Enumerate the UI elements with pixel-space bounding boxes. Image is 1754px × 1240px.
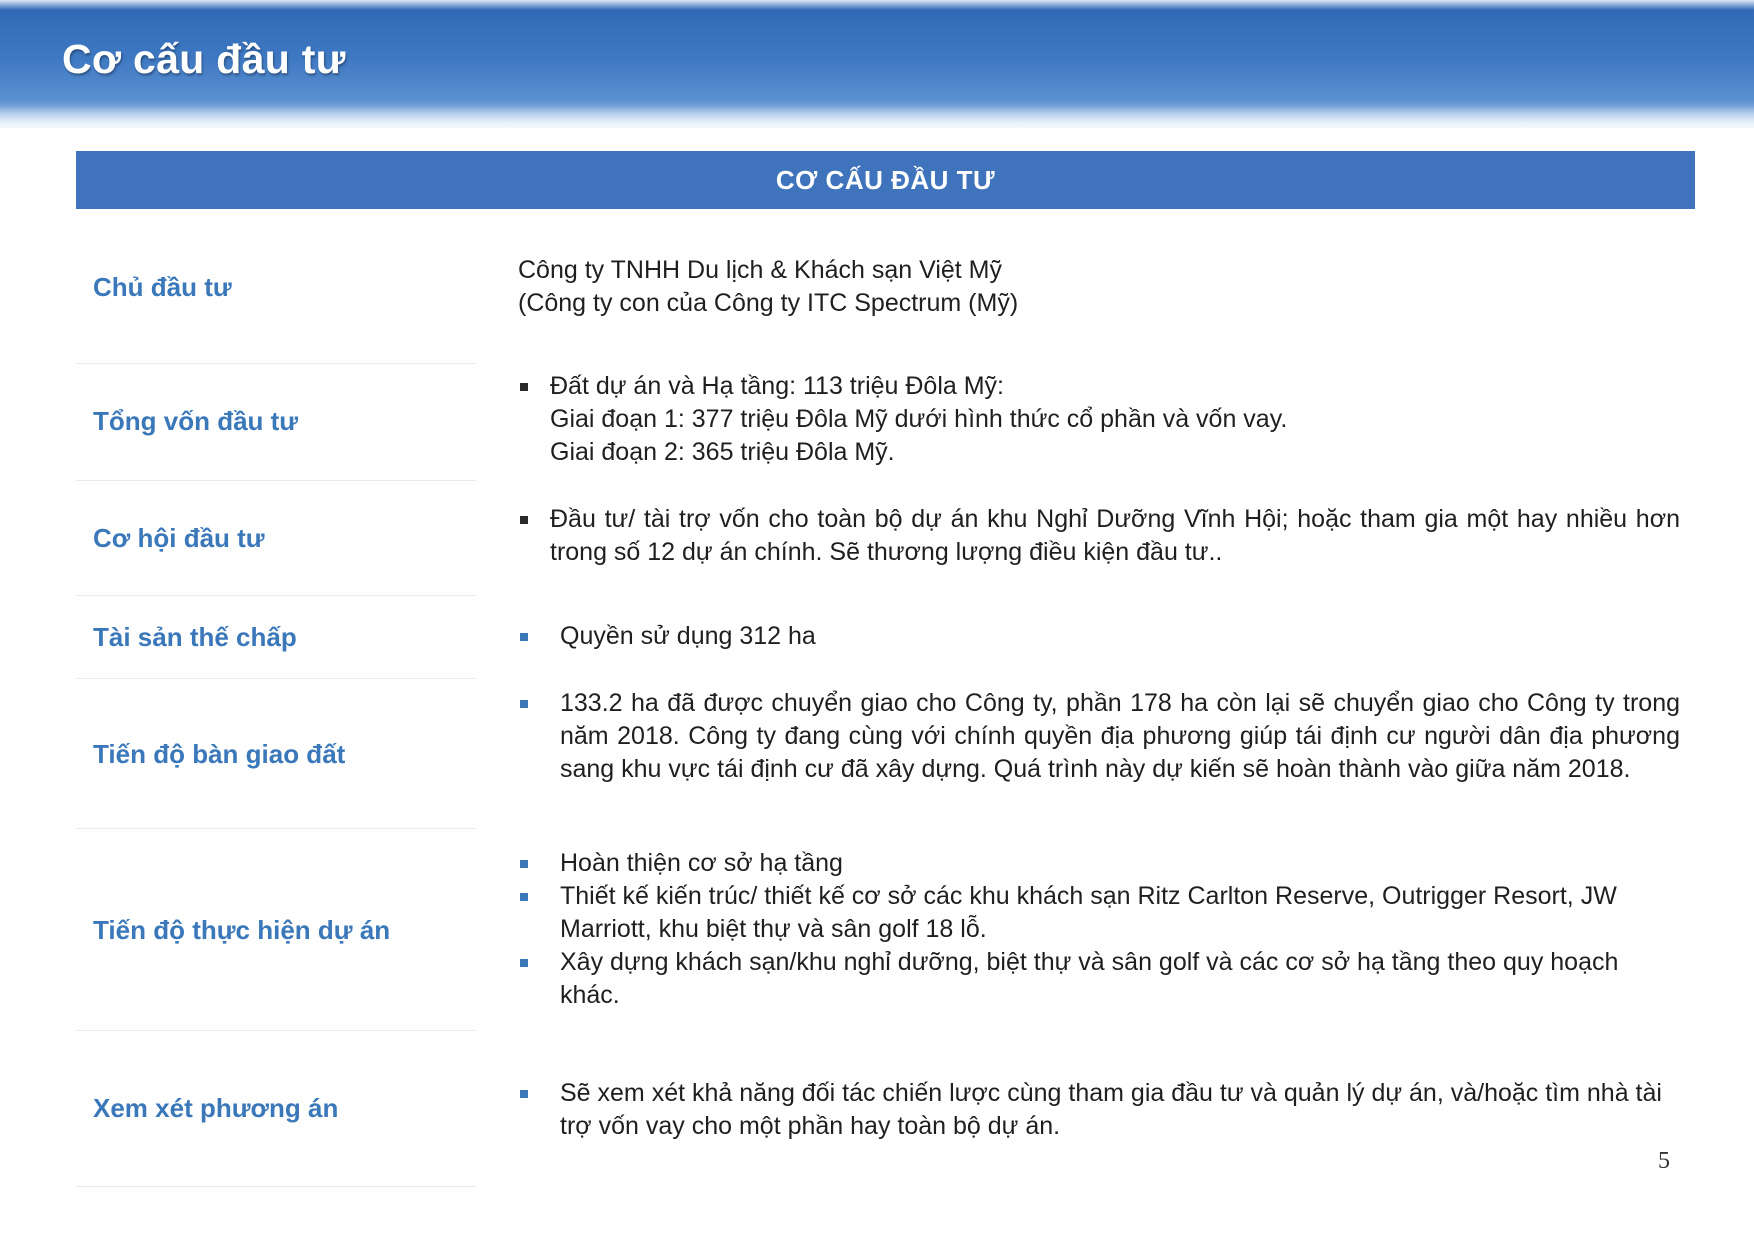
content-line: Giai đoạn 1: 377 triệu Đôla Mỹ dưới hình thức cổ phần và vốn vay. [550, 405, 1288, 433]
row-label: Cơ hội đầu tư [93, 523, 265, 553]
row-content [518, 254, 1680, 320]
content-line: Công ty TNHH Du lịch & Khách sạn Việt Mỹ [518, 256, 1002, 284]
row-divider [76, 595, 476, 596]
list-item [518, 620, 1680, 653]
list-item [518, 946, 1680, 1012]
row-content [518, 1077, 1680, 1143]
row-label: Chủ đầu tư [93, 272, 232, 302]
bullet-text: 133.2 ha đã được chuyển giao cho Công ty, phần 178 ha còn lại sẽ chuyển giao cho Công ty trong năm 2018. Công ty đang cùng với chính quyền địa phương giúp tái định cư người dân địa phương sang khu vực tái định cư đã xây dựng. Quá trình này dự kiến sẽ hoàn thành vào giữa năm 2018. [560, 689, 1680, 783]
list-item [518, 687, 1680, 786]
bullet-list [518, 847, 1680, 1012]
bullet-list [518, 503, 1680, 569]
bullet-square-icon [520, 633, 528, 641]
row-content [518, 370, 1680, 469]
bullet-square-icon [520, 860, 528, 868]
page-title: Cơ cấu đầu tư [62, 36, 346, 82]
bullet-list [518, 370, 1680, 469]
row-divider [76, 480, 476, 481]
bullet-text: Đầu tư/ tài trợ vốn cho toàn bộ dự án khu Nghỉ Dưỡng Vĩnh Hội; hoặc tham gia một hay nhiều hơn trong số 12 dự án chính. Sẽ thương lượng điều kiện đầu tư.. [550, 505, 1680, 566]
bullet-square-icon [520, 516, 528, 524]
list-item [518, 370, 1680, 469]
row-divider [76, 828, 476, 829]
bullet-square-icon [520, 1090, 528, 1098]
row-content [518, 687, 1680, 786]
content-line: Đất dự án và Hạ tầng: 113 triệu Đôla Mỹ: [550, 372, 1005, 400]
section-title: CƠ CẤU ĐẦU TƯ [775, 164, 996, 195]
content-line: Giai đoạn 2: 365 triệu Đôla Mỹ. [550, 438, 895, 466]
bullet-list [518, 687, 1680, 786]
row-label: Tiến độ thực hiện dự án [93, 915, 391, 945]
list-item [518, 1077, 1680, 1143]
bullet-square-icon [520, 893, 528, 901]
content-line: (Công ty con của Công ty ITC Spectrum (Mỹ) [518, 289, 1019, 317]
bullet-square-icon [520, 959, 528, 967]
bullet-text: Thiết kế kiến trúc/ thiết kế cơ sở các khu khách sạn Ritz Carlton Reserve, Outrigger Resort, JW Marriott, khu biệt thự và sân golf 18 lỗ. [560, 882, 1617, 943]
row-label: Tổng vốn đầu tư [93, 406, 299, 436]
row-content [518, 620, 1680, 653]
header-band [0, 0, 1754, 128]
bullet-square-icon [520, 383, 528, 391]
bullet-text: Quyền sử dụng 312 ha [560, 622, 816, 650]
row-label: Tài sản thế chấp [93, 622, 297, 652]
row-content [518, 503, 1680, 569]
row-divider [76, 1186, 476, 1187]
list-item [518, 880, 1680, 946]
row-content [518, 847, 1680, 1012]
bullet-text: Xây dựng khách sạn/khu nghỉ dưỡng, biệt thự và sân golf và các cơ sở hạ tầng theo quy hoạch khác. [560, 948, 1619, 1009]
row-label: Xem xét phương án [93, 1093, 339, 1123]
bullet-text: Hoàn thiện cơ sở hạ tầng [560, 849, 843, 877]
bullet-list [518, 1077, 1680, 1143]
section-header-bar [76, 151, 1695, 209]
page-number: 5 [1658, 1148, 1670, 1174]
list-item [518, 847, 1680, 880]
bullet-list [518, 620, 1680, 653]
row-divider [76, 363, 476, 364]
row-divider [76, 1030, 476, 1031]
row-divider [76, 678, 476, 679]
bullet-text: Sẽ xem xét khả năng đối tác chiến lược cùng tham gia đầu tư và quản lý dự án, và/hoặc tìm nhà tài trợ vốn vay cho một phần hay toàn bộ dự án. [560, 1079, 1662, 1140]
list-item [518, 503, 1680, 569]
row-label: Tiến độ bàn giao đất [93, 739, 346, 769]
bullet-square-icon [520, 700, 528, 708]
